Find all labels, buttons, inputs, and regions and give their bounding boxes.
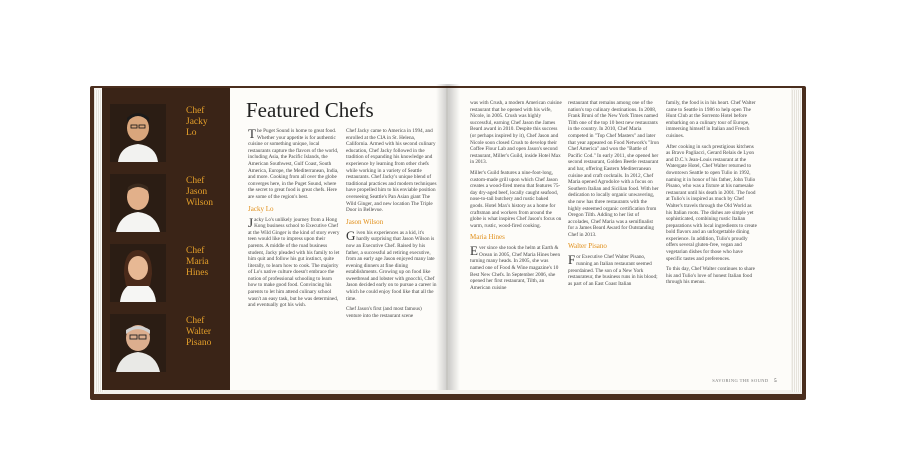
- chef-entry-walter-pisano: [102, 312, 230, 374]
- section-head-jacky-lo: Jacky Lo: [248, 204, 274, 213]
- page-footer: [712, 378, 777, 384]
- paragraph-maria-hines: Ever since she took the helm at Earth & Ocean in 2005, Chef Maria Hines been turning many heads. In 2005, she was named one of Food & Wine magazine's 10 Best New Chefs. In September 2006, she opened her first restaurant, Tilth, an American cuisine: [470, 243, 561, 291]
- paragraph-walter-today: To this day, Chef Walter continues to share his and Tulio's love of honest Italian food through his menus.: [666, 266, 755, 286]
- chef-entry-jacky-lo: [102, 102, 230, 164]
- chef-name-walter-pisano: Chef Walter Pisano: [186, 316, 212, 348]
- chef-photo-jacky-lo: [110, 104, 166, 162]
- paragraph-walter-family: family, the food is in his heart. Chef Walter came to Seattle in 1986 to help open The Hunt Club at the Sorrento Hotel before embarking on a culinary tour of Europe, immersing himself in Italian and French cuisines.: [666, 100, 756, 139]
- open-magazine: [90, 84, 806, 400]
- book-spine-shadow: [436, 84, 460, 390]
- right-column-2: [568, 100, 660, 291]
- paragraph-millers-guild: Miller's Guild features a nine-foot-long, custom-made grill upon which Chef Jason creates a wood-fired menu that features 75-day dry-aged beef, locally caught seafood, nose-to-tail butchery and rustic baked goods. Hotel Max's history as a home for craftsman and workers from around the globe is what inspires Chef Jason's focus on warm, rustic, wood-fired cooking.: [470, 169, 562, 229]
- chef-entry-maria-hines: [102, 242, 230, 304]
- paragraph-jason-wilson: Given his experiences as a kid, it's hardly surprising that Jason Wilson is now an Executive Chef. Raised by his father, a successful ad retiring executive, from an early age Jason enjoyed many late evening dinners at fine dining establishments. Growing up on food like sweetbread and lobster with gnocchi, Chef Jason decided early on to pursue a career in which he could enjoy food like that all the time.: [346, 227, 437, 302]
- page-edges-right: [792, 90, 802, 392]
- chef-photo-jason-wilson: [110, 174, 166, 232]
- paragraph-walter-pisano: For Executive Chef Walter Pisano, running an Italian restaurant seemed preordained. The son of a New York restaurateur, the business runs in his blood; as part of an East Coast Italian: [568, 252, 658, 287]
- footer-text: SAVORING THE SOUND: [712, 378, 769, 383]
- chef-name-maria-hines: Chef Maria Hines: [186, 246, 209, 278]
- page-number: 5: [774, 379, 777, 384]
- right-column-3: [666, 100, 758, 290]
- chef-sidebar: [102, 88, 230, 390]
- page-title: Featured Chefs: [246, 98, 374, 122]
- intro-paragraph: The Puget Sound is home to great food. Whether your appetite is for authentic cuisine or something unique, local restaurants capture the flavors of the world, including Asia, the Pacific Islands, the American Southwest, Gulf Coast, South America, Europe, the Mediterranean, India, and more. Cooking from all over the globe converges here, in the Puget Sound, where the secret to great food is great chefs. Here are some of the region's best.: [248, 126, 339, 200]
- right-column-1: [470, 100, 562, 295]
- section-head-jason-wilson: Jason Wilson: [346, 217, 384, 226]
- paragraph-jacky-lo: Jacky Lo's unlikely journey from a Hong Kong business school to Executive Chef at the Wild Ginger is the kind of story every teen would like to impress upon their parents. A middle of the road business student, Jacky pleaded with his family to let him quit and follow his gut instinct, quite literally, to learn how to cook. The majority of Lo's native culture doesn't embrace the notion of professional schooling to learn how to make good food. Convincing his parents to let him attend culinary school wasn't an easy task, but he was determined, and eventually got his wish.: [248, 214, 340, 309]
- left-column-1: [248, 128, 340, 313]
- section-head-walter-pisano: Walter Pisano: [568, 242, 607, 251]
- chef-photo-walter-pisano: [110, 314, 166, 372]
- chef-name-jacky-lo: Chef Jacky Lo: [186, 106, 208, 138]
- paragraph-tilth: restaurant that remains among one of the nation's top culinary destinations. In 2008, Frank Bruni of the New York Times named Tilth one of the top 10 best new restaurants in the country. In 2010, Chef Maria competed in "Top Chef Masters" and later that year appeared on Food Network's "Iron Chef America" and won the "Battle of Pacific Cod." In early 2011, she opened her second restaurant, Golden Beetle restaurant and bar, offering Eastern Mediterranean cuisine and craft cocktails. In 2012, Chef Maria opened Agrodolce with a focus on Southern Italian and Sicilian food. With her dedication to locally organic unwavering, she now has three restaurants with the highly esteemed organic certification from Oregon Tilth. Adding to her list of accolades, Chef Maria was a semifinalist for a James Beard Award for Outstanding Chef in 2013.: [568, 100, 659, 238]
- paragraph-jason-venture: Chef Jason's first (and most famous) venture into the restaurant scene: [346, 306, 422, 319]
- chef-entry-jason-wilson: [102, 172, 230, 234]
- left-column-2: [346, 128, 438, 323]
- chef-photo-maria-hines: [110, 244, 166, 302]
- chef-name-jason-wilson: Chef Jason Wilson: [186, 176, 214, 208]
- section-head-maria-hines: Maria Hines: [470, 233, 505, 242]
- paragraph-crush: was with Crush, a modern American cuisine restaurant that he opened with his wife, Nicole, in 2005. Crush was highly successful, earning Chef Jason the James Beard award in 2010. Despite this success (or perhaps inspired by it), Chef Jason and Nicole soon closed Crush to develop their Coffee Flour Lab and open Jason's second restaurant, Miller's Guild, inside Hotel Max in 2013.: [470, 100, 562, 166]
- paragraph-tulio: After cooking in such prestigious kitchens as Bravo Pagliacci, Gerard Relais de Lyon and D.C.'s Jean-Louis restaurant at the Watergate Hotel, Chef Walter returned to downtown Seattle to open Tulio in 1992, naming it in honor of his father, John Tulio Pisano, who was a fixture at his namesake restaurant until his death in 2001. The food at Tulio's is inspired as much by Chef Walter's travels through the Old World as his Italian roots. The dishes are simple yet sophisticated, combining rustic Italian preparations with local ingredients to create bold flavors and an unforgettable dining experience. In addition, Tulio's proudly offers several gluten-free, vegan and vegetarian dishes for those who have specific tastes and preferences.: [666, 143, 757, 262]
- left-page: [102, 88, 446, 390]
- paragraph-jacky-cia: Chef Jacky came to America in 1994, and enrolled at the CIA in St. Helena, California. Armed with his second culinary education, Chef Jacky followed in the tradition of expanding his knowledge and experience by learning from other chefs while working in a variety of Seattle restaurants. Chef Jacky's unique blend of traditional practices and modern techniques have propelled him to his enviable position overseeing Seattle's Pan Asian giant The Wild Ginger, and new location The Triple Door in Bellevue.: [346, 128, 437, 214]
- right-page: [448, 88, 791, 390]
